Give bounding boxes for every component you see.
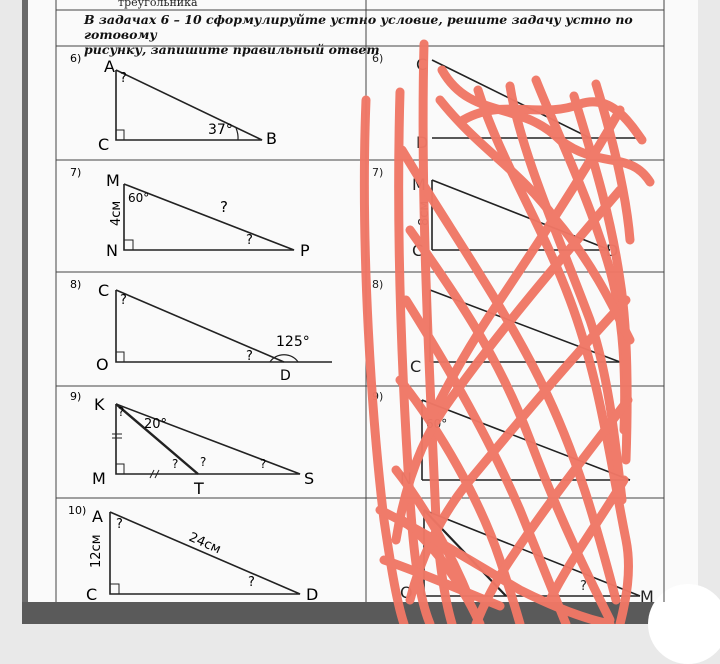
vertex-label: C [410,357,422,376]
vertex-label: P [300,241,310,260]
vertex-label: C [412,241,424,260]
problem-8 [70,278,332,384]
top-cell-text: треугольника [118,0,198,9]
vertex-label: M [412,175,426,194]
problem-number: 6) [372,52,384,65]
vertex-label: C [98,135,110,154]
instruction-line-2: рисунку, запишите правильный ответ [84,42,380,57]
vertex-label: D [416,133,429,152]
angle-label: 20° [144,417,168,432]
vertex-label: M [106,171,120,190]
question-mark: ? [248,575,255,590]
problem-number: 8) [70,278,82,291]
question-mark: ? [246,233,253,248]
question-mark: ? [220,198,228,216]
problem-number: 9) [70,390,82,403]
side-label: 12см [89,534,104,568]
vertex-label: A [104,57,115,76]
vertex-label: M [92,469,106,488]
problem-number: 7) [372,166,384,179]
vertex-label: T [194,479,204,498]
question-mark: ? [120,71,127,86]
question-mark: ? [118,405,125,419]
vertex-label: M [640,587,654,606]
vertex-label: K [94,395,105,414]
vertex-label: O [400,583,413,602]
vertex-label: B [266,129,277,148]
question-mark: ? [172,457,179,471]
vertex-label: D [606,241,619,260]
vertex-label: C [98,281,110,300]
question-mark: ? [580,579,587,594]
problem-number: 8) [372,278,384,291]
problem-number: 7) [70,166,82,179]
vertex-label: O [96,355,109,374]
side-label: 4см [109,200,124,226]
red-scribble [364,44,650,624]
vertex-label: C [416,55,428,74]
instruction-line-1: В задачах 6 – 10 сформулируйте устно условие, решите задачу устно по готовому [84,12,633,42]
problem-number: 9) [372,390,384,403]
vertex-label: S [304,469,315,488]
side-label: 24см [186,529,224,558]
problem-7 [70,166,310,260]
vertex-label: D [280,368,291,384]
vertex-label: C [86,585,98,604]
angle-label: 60° [426,417,448,431]
angle-label: 37° [208,122,233,138]
vertex-label: N [400,469,412,488]
question-mark: ? [246,349,253,364]
problem-number: 10) [68,504,87,517]
vertex-label: D [306,585,319,604]
vertex-label: A [92,507,103,526]
problem-number: 6) [70,52,82,65]
question-mark: ? [200,455,207,469]
angle-label: 60° [128,191,150,205]
side-label: 8см [417,200,432,226]
problem-9 [70,390,314,498]
question-mark: ? [120,293,127,308]
angle-label: 125° [276,334,310,350]
problem-6 [70,52,277,154]
problem-10 [68,504,318,604]
question-mark: ? [116,517,123,532]
question-mark: ? [260,457,267,471]
vertex-label: N [106,241,118,260]
